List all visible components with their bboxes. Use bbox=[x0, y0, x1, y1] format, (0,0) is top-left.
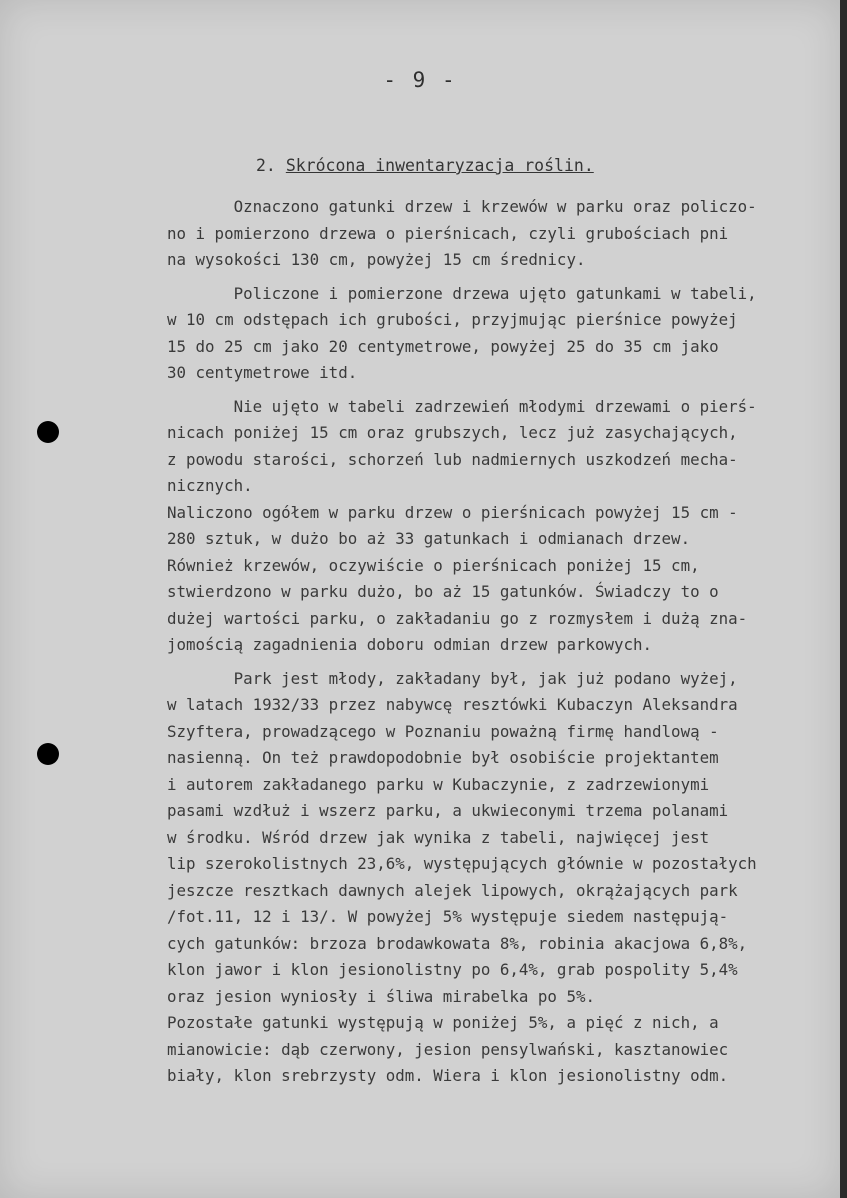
text-line: oraz jesion wyniosły i śliwa mirabelka po 5%. bbox=[167, 986, 595, 1006]
page-number: - 9 - bbox=[383, 68, 457, 92]
text-line: klon jawor i klon jesionolistny po 6,4%, grab pospolity 5,4% bbox=[167, 960, 738, 979]
text-line: mianowicie: dąb czerwony, jesion pensylwański, kasztanowiec bbox=[167, 1039, 729, 1059]
text-line: nicznych. bbox=[167, 476, 253, 495]
scan-edge bbox=[840, 0, 847, 1198]
text-line: no i pomierzono drzewa o pierśnicach, czyli grubościach pni bbox=[167, 223, 729, 243]
text-line: biały, klon srebrzysty odm. Wiera i klon jesionolistny odm. bbox=[167, 1066, 729, 1085]
text-line: nasienną. On też prawdopodobnie był osobiście projektantem bbox=[167, 748, 719, 767]
text-line: 15 do 25 cm jako 20 centymetrowe, powyżej 25 do 35 cm jako bbox=[167, 336, 719, 356]
text-line: z powodu starości, schorzeń lub nadmiernych uszkodzeń mecha- bbox=[167, 449, 738, 469]
text-line: Pozostałe gatunki występują w poniżej 5%, a pięć z nich, a bbox=[167, 1013, 719, 1032]
paragraph bbox=[167, 281, 827, 387]
text-line: pasami wzdłuż i wszerz parku, a ukwieconymi trzema polanami bbox=[167, 801, 729, 820]
text-line: jomością zagadnienia doboru odmian drzew parkowych. bbox=[167, 635, 653, 654]
paragraph bbox=[167, 194, 827, 274]
text-line: w latach 1932/33 przez nabywcę resztówki Kubaczyn Aleksandra bbox=[167, 695, 738, 714]
text-line: Park jest młody, zakładany był, jak już podano wyżej, bbox=[167, 668, 738, 688]
section-title: Skrócona inwentaryzacja roślin. bbox=[285, 156, 594, 175]
punch-hole-bottom bbox=[37, 743, 59, 765]
text-line: na wysokości 130 cm, powyżej 15 cm średnicy. bbox=[167, 250, 586, 269]
text-line: 280 sztuk, w dużo bo aż 33 gatunkach i odmianach drzew. bbox=[167, 529, 691, 548]
paragraph bbox=[167, 666, 827, 1090]
text-line: 30 centymetrowe itd. bbox=[167, 363, 358, 382]
text-line: nicach poniżej 15 cm oraz grubszych, lecz już zasychających, bbox=[167, 423, 738, 442]
section-number: 2. bbox=[256, 156, 276, 175]
punch-hole-top bbox=[37, 421, 59, 443]
text-line: dużej wartości parku, o zakładaniu go z rozmysłem i dużą zna- bbox=[167, 608, 748, 628]
text-line: lip szerokolistnych 23,6%, występujących głównie w pozostałych bbox=[167, 854, 757, 873]
section-heading bbox=[256, 156, 594, 175]
text-line: i autorem zakładanego parku w Kubaczynie, z zadrzewionymi bbox=[167, 774, 710, 794]
text-line: cych gatunków: brzoza brodawkowata 8%, robinia akacjowa 6,8%, bbox=[167, 933, 748, 953]
paragraph bbox=[167, 394, 827, 659]
text-line: /fot.11, 12 i 13/. W powyżej 5% występuje siedem następują- bbox=[167, 907, 729, 926]
text-line: Nie ujęto w tabeli zadrzewień młodymi drzewami o pierś- bbox=[167, 396, 757, 416]
text-line: w środku. Wśród drzew jak wynika z tabeli, najwięcej jest bbox=[167, 827, 710, 847]
text-line: Oznaczono gatunki drzew i krzewów w parku oraz policzo- bbox=[167, 197, 757, 216]
text-line: Szyftera, prowadzącego w Poznaniu poważną firmę handlową - bbox=[167, 721, 719, 741]
text-line: Naliczono ogółem w parku drzew o pierśnicach powyżej 15 cm - bbox=[167, 502, 738, 522]
body-text bbox=[167, 194, 827, 1090]
text-line: jeszcze resztkach dawnych alejek lipowych, okrążających park bbox=[167, 880, 738, 900]
text-line: stwierdzono w parku dużo, bo aż 15 gatunków. Świadczy to o bbox=[167, 582, 719, 601]
text-line: w 10 cm odstępach ich grubości, przyjmując pierśnice powyżej bbox=[167, 310, 738, 329]
text-line: Policzone i pomierzone drzewa ujęto gatunkami w tabeli, bbox=[167, 283, 757, 303]
text-line: Również krzewów, oczywiście o pierśnicach poniżej 15 cm, bbox=[167, 555, 700, 575]
